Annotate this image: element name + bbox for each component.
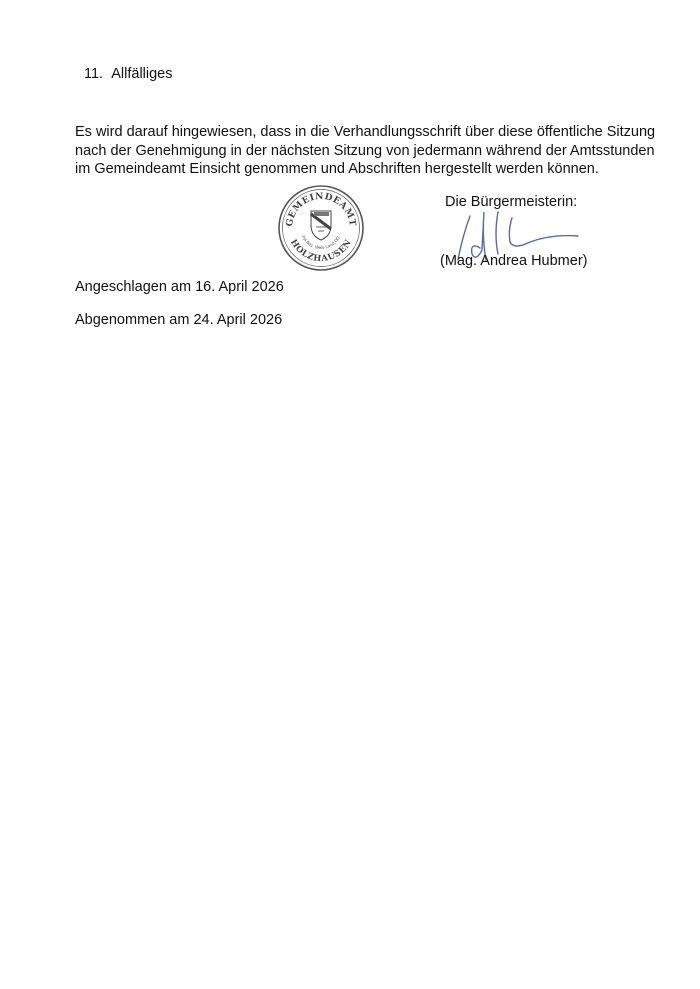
svg-text:HOLZHAUSEN [288, 238, 354, 264]
municipal-seal-stamp [276, 183, 366, 273]
svg-text:Pol.Bez. Wels-Land,OÖ. [301, 235, 341, 251]
signatory-name: (Mag. Andrea Hubmer) [440, 253, 588, 269]
notice-line: nach der Genehmigung in der nächsten Sitzung von jedermann während der Amtsstunden [75, 142, 655, 159]
agenda-item-number: 11. [84, 66, 104, 82]
seal-inner-text: Pol.Bez. Wels-Land,OÖ. [300, 234, 342, 251]
notice-line: im Gemeindeamt Einsicht genommen und Abschriften hergestellt werden können. [75, 161, 599, 177]
agenda-item-title: Allfälliges [111, 66, 173, 82]
public-notice-paragraph [75, 123, 656, 179]
signature-label: Die Bürgermeisterin: [445, 194, 578, 210]
coat-of-arms-icon [311, 211, 331, 240]
removed-date: Abgenommen am 24. April 2026 [75, 312, 283, 328]
seal-bottom-text: HOLZHAUSEN [287, 237, 354, 265]
notice-line: Es wird darauf hingewiesen, dass in die Verhandlungsschrift über diese öffentliche Sitzung [75, 124, 656, 140]
agenda-item [84, 65, 172, 83]
posted-date: Angeschlagen am 16. April 2026 [75, 279, 284, 295]
seal-top-text: GEMEINDEAMT [284, 191, 358, 228]
